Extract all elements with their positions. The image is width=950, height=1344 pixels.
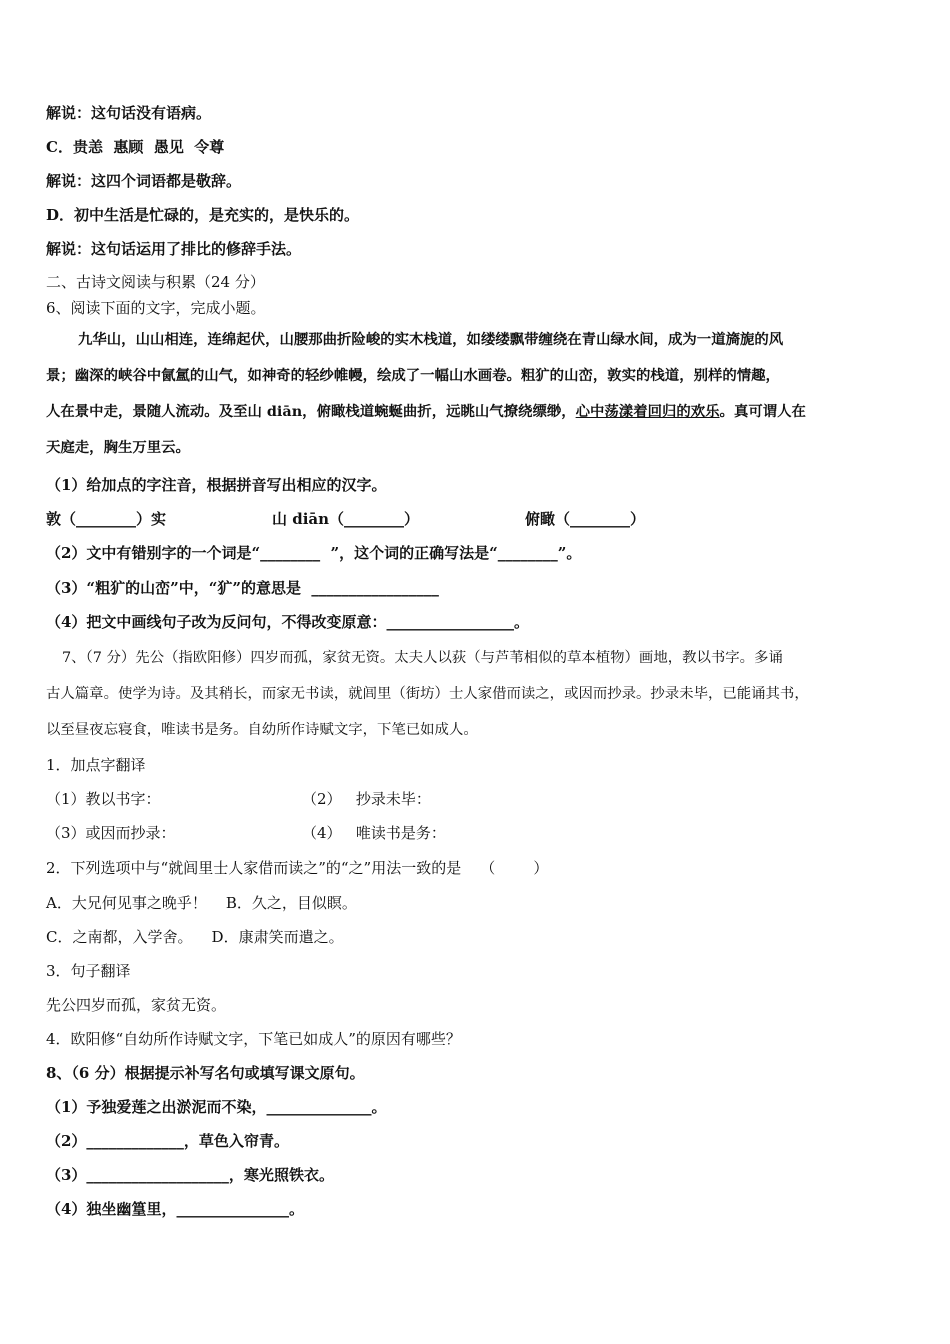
q7-line-2: 古人篇章。使学为诗。及其稍长，而家无书读，就闾里（街坊）士人家借而读之，或因而抄录。抄录未毕，已能诵其书， — [46, 686, 809, 702]
line-analysis-1: 解说：这句话没有语病。 — [46, 104, 212, 122]
q8-heading: 8、（6 分）根据提示补写名句或填写课文原句。 — [46, 1064, 365, 1082]
q6-sub-2: （2）文中有错别字的一个词是“________ ”，这个词的正确写法是“________”。 — [46, 544, 582, 562]
passage-6-line-3b: 。真可谓人在 — [719, 403, 806, 420]
q7-task-1a: （1）教以书字： — [46, 790, 161, 808]
q6-pinyin-3: 俯瞰（________） — [525, 510, 646, 528]
q6-pinyin-2: 山 diān（________） — [272, 510, 420, 528]
q6-sub-4: （4）把文中画线句子改为反问句，不得改变原意：_________________。 — [46, 613, 529, 631]
q7-task-1d: （4） 唯读书是务： — [302, 824, 446, 842]
q6-sub-1: （1）给加点的字注音，根据拼音写出相应的汉字。 — [46, 476, 387, 494]
q7-task-4: 4．欧阳修“自幼所作诗赋文字，下笔已如成人”的原因有哪些？ — [46, 1030, 461, 1048]
line-analysis-3: 解说：这句话运用了排比的修辞手法。 — [46, 240, 302, 258]
passage-6-line-3 — [46, 394, 908, 430]
passage-6-line-1: 九华山，山山相连，连绵起伏，山腰那曲折险峻的实木栈道，如缕缕飘带缠绕在青山绿水间，成为一道旖旎的风 — [78, 331, 784, 348]
passage-6-line-2: 景；幽深的峡谷中氤氲的山气，如神奇的轻纱帷幔，绘成了一幅山水画卷。粗犷的山峦，敦实的栈道，别样的情趣， — [46, 367, 780, 384]
section-2-heading: 二、古诗文阅读与积累（24 分） — [46, 273, 265, 291]
q7-passage — [46, 640, 908, 748]
q7-task-3-sentence: 先公四岁而孤，家贫无资。 — [46, 996, 227, 1014]
q7-options-ab: A．大兄何见事之晚乎！ B．久之，目似瞑。 — [46, 894, 357, 912]
q7-line-1: 7、（7 分）先公（指欧阳修）四岁而孤，家贫无资。太夫人以荻（与芦苇相似的草本植物）画地，教以书字。多诵 — [62, 650, 783, 666]
q7-task-1c: （3）或因而抄录： — [46, 824, 176, 842]
passage-6 — [46, 322, 908, 466]
option-d: D．初中生活是忙碌的，是充实的，是快乐的。 — [46, 206, 360, 224]
q7-task-2: 2．下列选项中与“就闾里士人家借而读之”的“之”用法一致的是 （ ） — [46, 859, 549, 877]
question-6-heading: 6、阅读下面的文字，完成小题。 — [46, 299, 266, 317]
q8-sub-3: （3）___________________，寒光照铁衣。 — [46, 1166, 334, 1184]
option-c: C．贵恙 惠顾 愚见 令尊 — [46, 138, 225, 156]
q7-options-cd: C．之南都，入学舍。 D．康肃笑而遣之。 — [46, 928, 344, 946]
q7-task-3: 3．句子翻译 — [46, 962, 131, 980]
q8-sub-4: （4）独坐幽篁里，_______________。 — [46, 1200, 304, 1218]
q7-task-1b: （2） 抄录未毕： — [302, 790, 431, 808]
q7-line-3: 以至昼夜忘寝食，唯读书是务。自幼所作诗赋文字，下笔已如成人。 — [46, 722, 478, 738]
q8-sub-1: （1）予独爱莲之出淤泥而不染，______________。 — [46, 1098, 387, 1116]
q6-sub-3: （3）“粗犷的山峦”中，“犷”的意思是 _________________ — [46, 579, 439, 597]
passage-6-line-3a: 人在景中走，景随人流动。及至山 diān，俯瞰栈道蜿蜒曲折，远眺山气撩绕缥缈， — [46, 403, 576, 420]
line-analysis-2: 解说：这四个词语都是敬辞。 — [46, 172, 242, 190]
q7-task-1: 1．加点字翻译 — [46, 756, 146, 774]
underlined-sentence: 心中荡漾着回归的欢乐 — [575, 403, 720, 420]
q6-pinyin-1: 敦（________）实 — [46, 510, 167, 528]
passage-6-line-4: 天庭走，胸生万里云。 — [46, 439, 190, 456]
q8-sub-2: （2）_____________，草色入帘青。 — [46, 1132, 289, 1150]
